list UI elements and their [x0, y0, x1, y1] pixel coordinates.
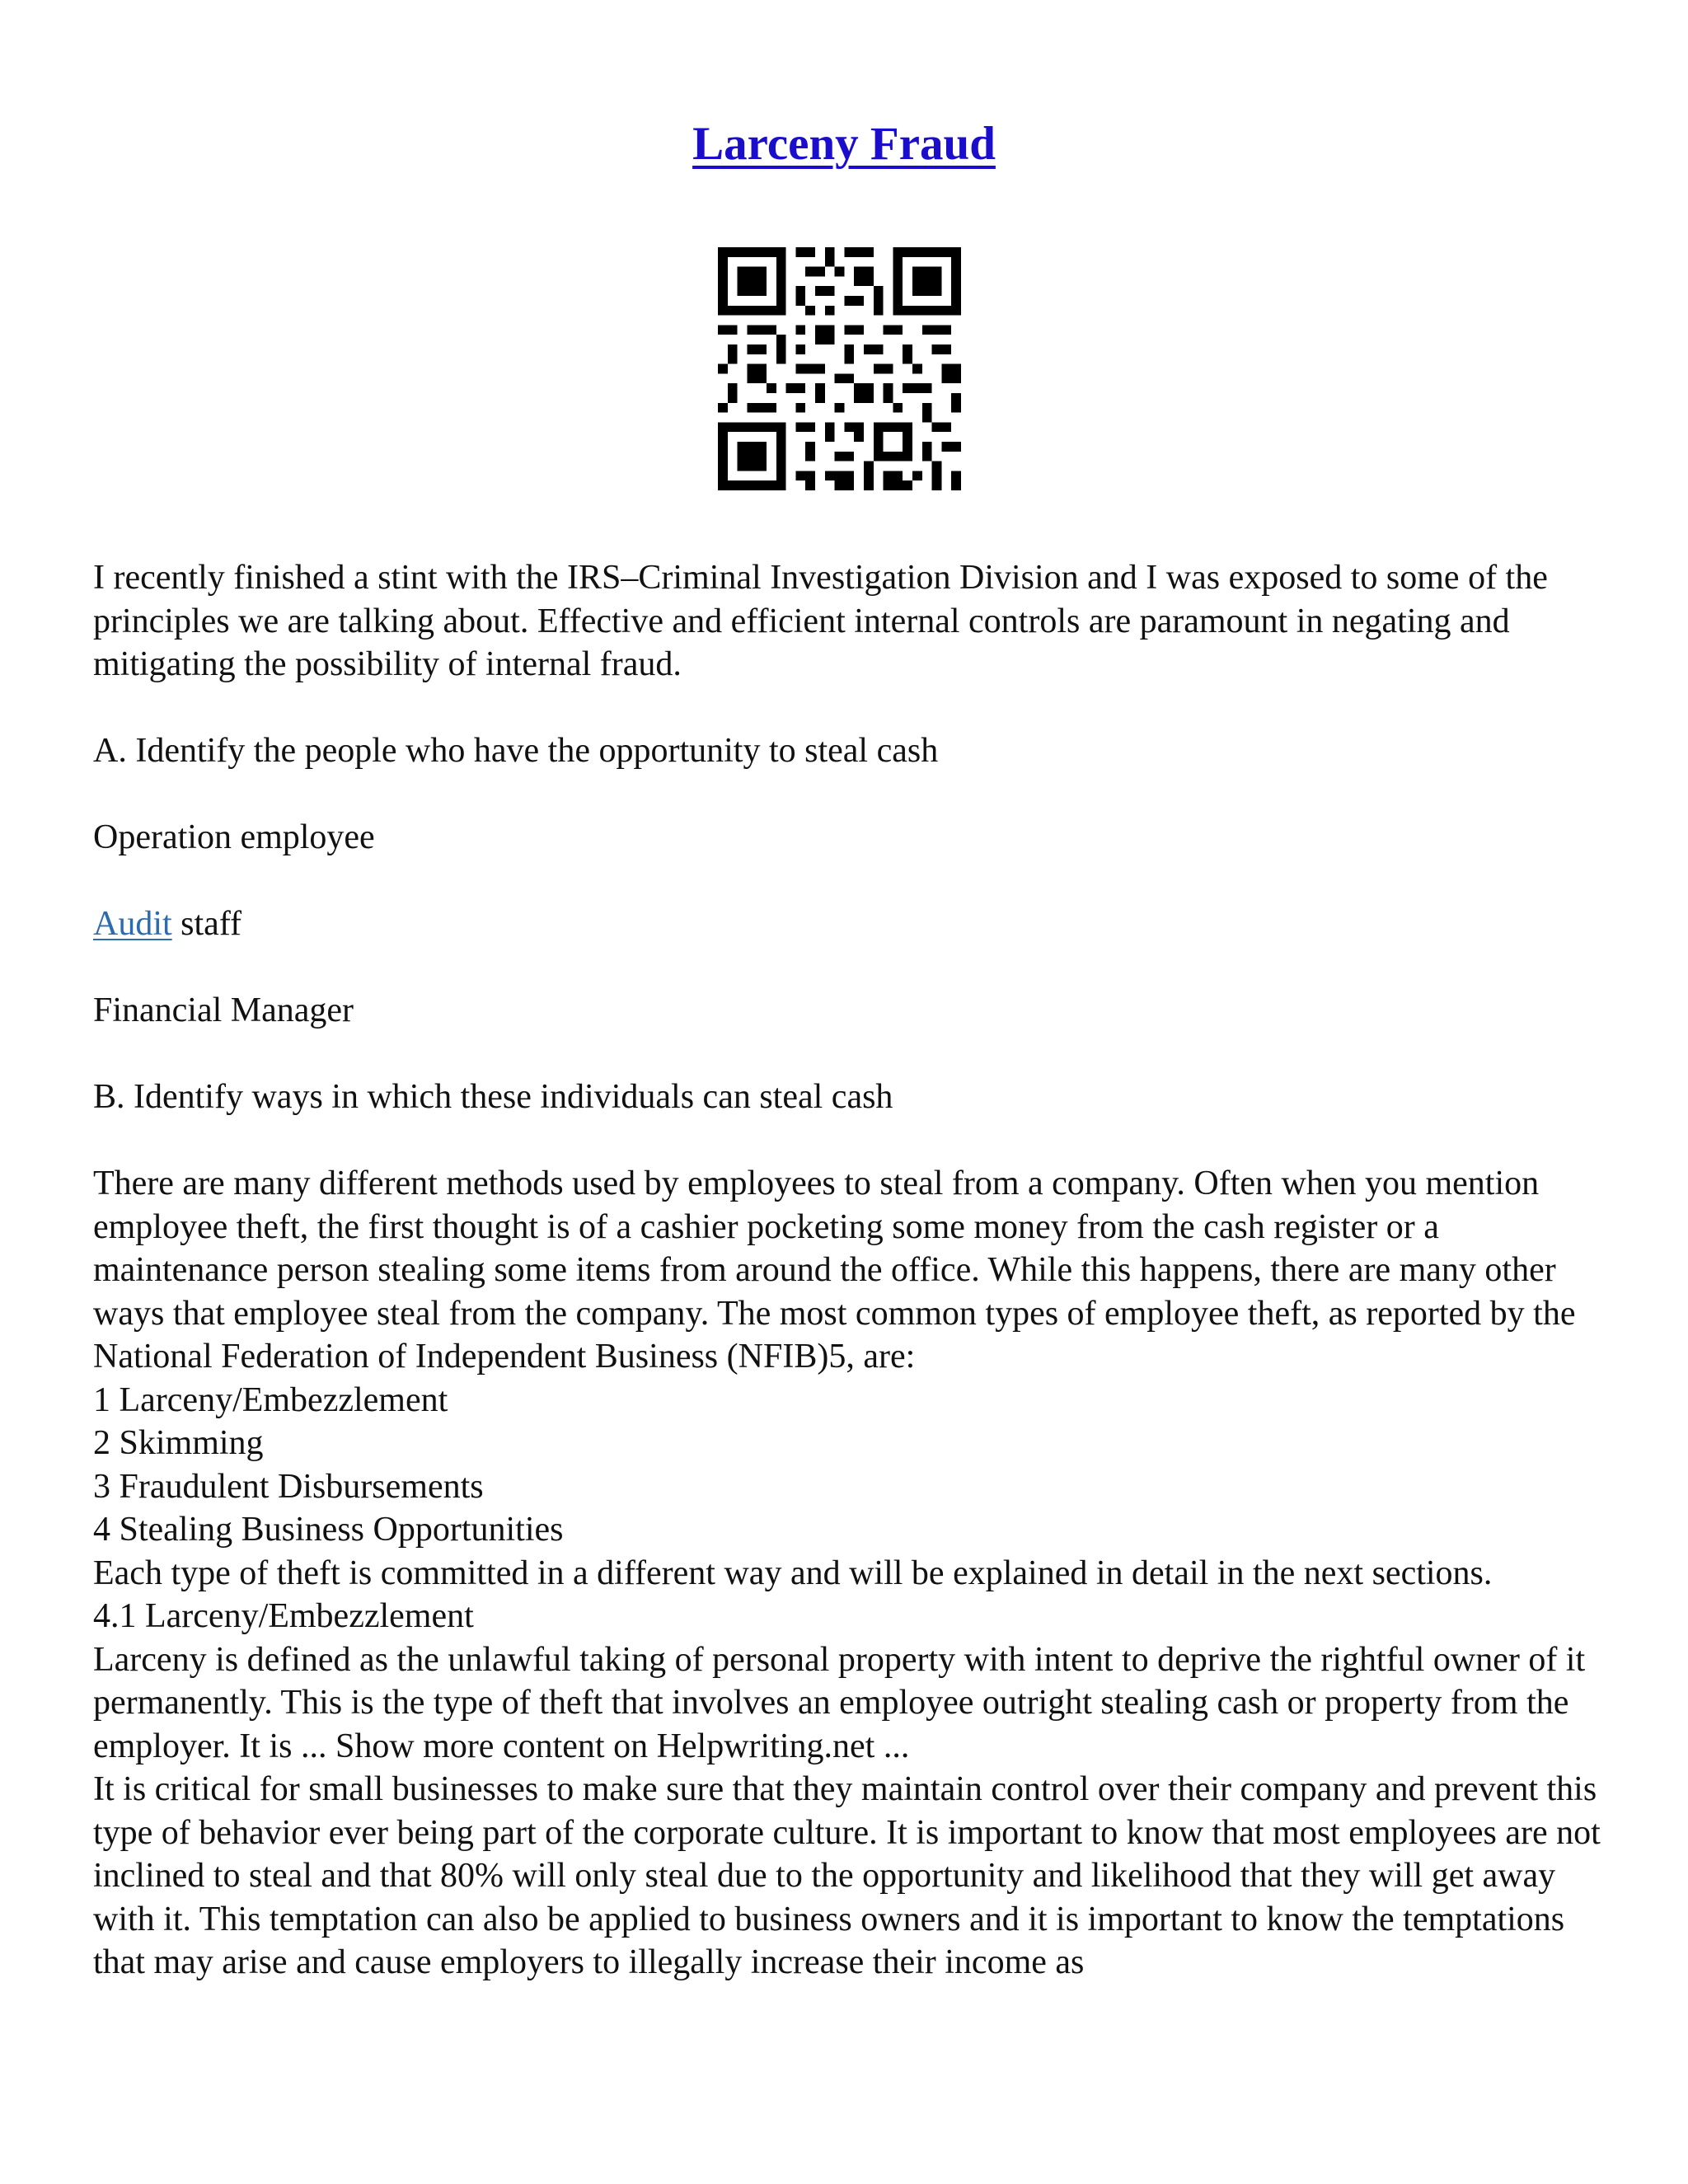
list-item: 2 Skimming — [93, 1424, 264, 1462]
qr-code-graphic — [718, 247, 961, 490]
list-item: 1 Larceny/Embezzlement — [93, 1380, 448, 1419]
each-type-paragraph: Each type of theft is committed in a different way and will be explained in detail in the next sections. — [93, 1554, 1493, 1592]
list-item: 4 Stealing Business Opportunities — [93, 1511, 564, 1549]
title-link[interactable]: Larceny Fraud — [692, 118, 996, 170]
person-financial-manager: Financial Manager — [93, 991, 354, 1029]
page-title — [0, 111, 1688, 177]
section-a-heading: A. Identify the people who have the opportunity to steal cash — [93, 732, 939, 770]
qr-code-icon — [718, 247, 961, 490]
intro-paragraph: I recently finished a stint with the IRS–Criminal Investigation Division and I was exposed to some of the principles we are talking about. Effective and efficient internal controls are paramount in negating and mitigating the possibility of internal fraud. — [93, 559, 1548, 683]
person-audit-staff — [93, 902, 1601, 946]
methods-paragraph: There are many different methods used by employees to steal from a company. Often when you mention employee theft, the first thought is of a cashier pocketing some money from the cash register or a maintenance person stealing some items from around the office. While this happens, there are many other ways that employee steal from the company. The most common types of employee theft, as reported by the National Federation of Independent Business (NFIB)5, are: — [93, 1165, 1576, 1376]
critical-paragraph: It is critical for small businesses to make sure that they maintain control over their company and prevent this type of behavior ever being part of the corporate culture. It is important to know that most employees are not inclined to steal and that 80% will only steal due to the opportunity and likelihood that they will get away with it. This temptation can also be applied to business owners and it is important to know the temptations that may arise and cause employers to illegally increase their income as — [93, 1770, 1601, 1981]
person-operation-employee: Operation employee — [93, 818, 375, 856]
section-b-heading: B. Identify ways in which these individuals can steal cash — [93, 1078, 893, 1116]
audit-link[interactable]: Audit — [93, 905, 172, 943]
article-body — [93, 556, 1601, 1985]
larceny-definition-paragraph: Larceny is defined as the unlawful taking of personal property with intent to deprive the rightful owner of it permanently. This is the type of theft that involves an employee outright stealing cash or property from the employer. It is ... Show more content on Helpwriting.net ... — [93, 1640, 1586, 1765]
subheading-larceny: 4.1 Larceny/Embezzlement — [93, 1597, 474, 1635]
audit-staff-text: staff — [171, 905, 242, 943]
list-item: 3 Fraudulent Disbursements — [93, 1467, 484, 1506]
